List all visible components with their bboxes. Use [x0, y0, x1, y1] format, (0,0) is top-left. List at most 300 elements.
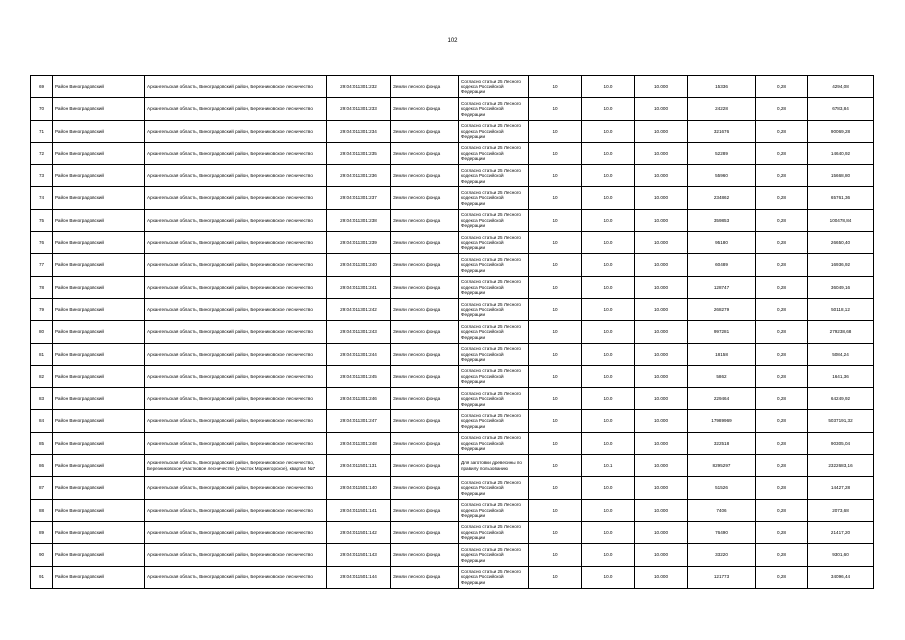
land-category-cell: Земли лесного фонда: [391, 209, 459, 231]
land-registry-table: [30, 75, 874, 589]
land-category-cell: Земли лесного фонда: [391, 521, 459, 543]
value-cell-3: 10.000: [635, 209, 688, 231]
value-cell-3: 10.000: [635, 98, 688, 120]
district-cell: Район Виноградовский: [53, 388, 145, 410]
row-number: 80: [31, 321, 53, 343]
value-cell-3: 10.000: [635, 165, 688, 187]
cadastre-number-cell: 29:04:011301:237: [327, 187, 391, 209]
value-cell-1: 10: [529, 388, 582, 410]
table-row: [31, 120, 874, 142]
value-cell-2: 10.0: [582, 477, 635, 499]
sum-cell: 26650,40: [808, 232, 874, 254]
sum-cell: 9301,60: [808, 544, 874, 566]
location-cell: Архангельская область, Виноградовский район, Березниковское лесничество: [145, 432, 327, 454]
location-cell: Архангельская область, Виноградовский район, Березниковское лесничество: [145, 98, 327, 120]
district-cell: Район Виноградовский: [53, 254, 145, 276]
area-cell: 76490: [688, 521, 756, 543]
cadastre-number-cell: 29:04:011301:241: [327, 276, 391, 298]
location-cell: Архангельская область, Виноградовский район, Березниковское лесничество: [145, 120, 327, 142]
rate-cell: 0,28: [756, 477, 808, 499]
sum-cell: 36049,16: [808, 276, 874, 298]
row-number: 83: [31, 388, 53, 410]
sum-cell: 2073,68: [808, 499, 874, 521]
rate-cell: 0,28: [756, 165, 808, 187]
rate-cell: 0,28: [756, 76, 808, 98]
location-cell: Архангельская область, Виноградовский район, Березниковское лесничество: [145, 276, 327, 298]
row-number: 81: [31, 343, 53, 365]
basis-cell: Согласно статьи 25 Лесного кодекса Российской Федерации: [459, 566, 529, 588]
basis-cell: Согласно статьи 25 Лесного кодекса Российской Федерации: [459, 388, 529, 410]
area-cell: 8295297: [688, 455, 756, 477]
value-cell-2: 10.0: [582, 232, 635, 254]
value-cell-1: 10: [529, 165, 582, 187]
table-row: [31, 142, 874, 164]
cadastre-number-cell: 29:04:011501:143: [327, 544, 391, 566]
sum-cell: 50118,12: [808, 298, 874, 320]
value-cell-3: 10.000: [635, 276, 688, 298]
value-cell-1: 10: [529, 254, 582, 276]
district-cell: Район Виноградовский: [53, 298, 145, 320]
area-cell: 33220: [688, 544, 756, 566]
sum-cell: 64249,92: [808, 388, 874, 410]
rate-cell: 0,28: [756, 499, 808, 521]
sum-cell: 90069,28: [808, 120, 874, 142]
district-cell: Район Виноградовский: [53, 432, 145, 454]
basis-cell: Для заготовки древесины по правилу пользованию: [459, 455, 529, 477]
area-cell: 322518: [688, 432, 756, 454]
value-cell-1: 10: [529, 276, 582, 298]
value-cell-3: 10.000: [635, 566, 688, 588]
value-cell-3: 10.000: [635, 187, 688, 209]
value-cell-2: 10.0: [582, 499, 635, 521]
value-cell-1: 10: [529, 232, 582, 254]
location-cell: Архангельская область, Виноградовский район, Березниковское лесничество: [145, 499, 327, 521]
land-category-cell: Земли лесного фонда: [391, 544, 459, 566]
row-number: 72: [31, 142, 53, 164]
sum-cell: 16936,92: [808, 254, 874, 276]
rate-cell: 0,28: [756, 566, 808, 588]
district-cell: Район Виноградовский: [53, 76, 145, 98]
land-category-cell: Земли лесного фонда: [391, 477, 459, 499]
value-cell-2: 10.0: [582, 521, 635, 543]
value-cell-3: 10.000: [635, 321, 688, 343]
land-category-cell: Земли лесного фонда: [391, 142, 459, 164]
table-row: [31, 365, 874, 387]
table-row: [31, 499, 874, 521]
rate-cell: 0,28: [756, 209, 808, 231]
basis-cell: Согласно статьи 25 Лесного кодекса Российской Федерации: [459, 499, 529, 521]
table-row: [31, 388, 874, 410]
basis-cell: Согласно статьи 25 Лесного кодекса Российской Федерации: [459, 232, 529, 254]
cadastre-number-cell: 29:04:011301:235: [327, 142, 391, 164]
land-category-cell: Земли лесного фонда: [391, 388, 459, 410]
value-cell-2: 10.0: [582, 544, 635, 566]
sum-cell: 15668,80: [808, 165, 874, 187]
value-cell-1: 10: [529, 76, 582, 98]
area-cell: 128747: [688, 276, 756, 298]
value-cell-3: 10.000: [635, 544, 688, 566]
basis-cell: Согласно статьи 25 Лесного кодекса Российской Федерации: [459, 209, 529, 231]
value-cell-2: 10.0: [582, 321, 635, 343]
value-cell-2: 10.0: [582, 76, 635, 98]
location-cell: Архангельская область, Виноградовский район, Березниковское лесничество: [145, 477, 327, 499]
sum-cell: 279238,68: [808, 321, 874, 343]
land-category-cell: Земли лесного фонда: [391, 432, 459, 454]
district-cell: Район Виноградовский: [53, 521, 145, 543]
sum-cell: 21417,20: [808, 521, 874, 543]
cadastre-number-cell: 29:04:011501:140: [327, 477, 391, 499]
value-cell-1: 10: [529, 432, 582, 454]
district-cell: Район Виноградовский: [53, 566, 145, 588]
district-cell: Район Виноградовский: [53, 365, 145, 387]
sum-cell: 2322683,16: [808, 455, 874, 477]
land-category-cell: Земли лесного фонда: [391, 499, 459, 521]
rate-cell: 0,28: [756, 298, 808, 320]
rate-cell: 0,28: [756, 187, 808, 209]
table-row: [31, 455, 874, 477]
area-cell: 321676: [688, 120, 756, 142]
sum-cell: 4294,08: [808, 76, 874, 98]
table-row: [31, 343, 874, 365]
rate-cell: 0,28: [756, 98, 808, 120]
rate-cell: 0,28: [756, 455, 808, 477]
district-cell: Район Виноградовский: [53, 544, 145, 566]
row-number: 88: [31, 499, 53, 521]
value-cell-1: 10: [529, 477, 582, 499]
district-cell: Район Виноградовский: [53, 98, 145, 120]
table-row: [31, 254, 874, 276]
rate-cell: 0,28: [756, 254, 808, 276]
location-cell: Архангельская область, Виноградовский район, Березниковское лесничество: [145, 343, 327, 365]
row-number: 77: [31, 254, 53, 276]
basis-cell: Согласно статьи 25 Лесного кодекса Российской Федерации: [459, 98, 529, 120]
area-cell: 52289: [688, 142, 756, 164]
land-category-cell: Земли лесного фонда: [391, 187, 459, 209]
row-number: 91: [31, 566, 53, 588]
basis-cell: Согласно статьи 25 Лесного кодекса Российской Федерации: [459, 521, 529, 543]
value-cell-2: 10.0: [582, 187, 635, 209]
value-cell-3: 10.000: [635, 298, 688, 320]
table-row: [31, 187, 874, 209]
district-cell: Район Виноградовский: [53, 209, 145, 231]
location-cell: Архангельская область, Виноградовский район, Березниковское лесничество, Березниковское участковое лесничество (участок Моржегорское), квартал №7: [145, 455, 327, 477]
table-row: [31, 209, 874, 231]
basis-cell: Согласно статьи 25 Лесного кодекса Российской Федерации: [459, 254, 529, 276]
basis-cell: Согласно статьи 25 Лесного кодекса Российской Федерации: [459, 343, 529, 365]
location-cell: Архангельская область, Виноградовский район, Березниковское лесничество: [145, 232, 327, 254]
area-cell: 268279: [688, 298, 756, 320]
cadastre-number-cell: 29:04:011301:239: [327, 232, 391, 254]
location-cell: Архангельская область, Виноградовский район, Березниковское лесничество: [145, 365, 327, 387]
location-cell: Архангельская область, Виноградовский район, Березниковское лесничество: [145, 566, 327, 588]
cadastre-number-cell: 29:04:011301:232: [327, 76, 391, 98]
cadastre-number-cell: 29:04:011301:240: [327, 254, 391, 276]
rate-cell: 0,28: [756, 365, 808, 387]
sum-cell: 34096,44: [808, 566, 874, 588]
value-cell-1: 10: [529, 521, 582, 543]
value-cell-2: 10.0: [582, 120, 635, 142]
basis-cell: Согласно статьи 25 Лесного кодекса Российской Федерации: [459, 477, 529, 499]
row-number: 69: [31, 76, 53, 98]
land-category-cell: Земли лесного фонда: [391, 276, 459, 298]
value-cell-3: 10.000: [635, 410, 688, 432]
cadastre-number-cell: 29:04:011301:247: [327, 410, 391, 432]
table-row: [31, 521, 874, 543]
basis-cell: Согласно статьи 25 Лесного кодекса Российской Федерации: [459, 76, 529, 98]
value-cell-3: 10.000: [635, 499, 688, 521]
area-cell: 60489: [688, 254, 756, 276]
row-number: 76: [31, 232, 53, 254]
district-cell: Район Виноградовский: [53, 477, 145, 499]
basis-cell: Согласно статьи 25 Лесного кодекса Российской Федерации: [459, 120, 529, 142]
cadastre-number-cell: 29:04:011301:246: [327, 388, 391, 410]
land-category-cell: Земли лесного фонда: [391, 455, 459, 477]
district-cell: Район Виноградовский: [53, 499, 145, 521]
land-category-cell: Земли лесного фонда: [391, 365, 459, 387]
table-row: [31, 321, 874, 343]
location-cell: Архангельская область, Виноградовский район, Березниковское лесничество: [145, 187, 327, 209]
value-cell-1: 10: [529, 343, 582, 365]
table-row: [31, 477, 874, 499]
basis-cell: Согласно статьи 25 Лесного кодекса Российской Федерации: [459, 432, 529, 454]
row-number: 70: [31, 98, 53, 120]
area-cell: 7406: [688, 499, 756, 521]
land-category-cell: Земли лесного фонда: [391, 321, 459, 343]
sum-cell: 6783,84: [808, 98, 874, 120]
value-cell-1: 10: [529, 209, 582, 231]
cadastre-number-cell: 29:04:011301:233: [327, 98, 391, 120]
cadastre-number-cell: 29:04:011301:234: [327, 120, 391, 142]
land-category-cell: Земли лесного фонда: [391, 566, 459, 588]
cadastre-number-cell: 29:04:011501:142: [327, 521, 391, 543]
land-category-cell: Земли лесного фонда: [391, 298, 459, 320]
sum-cell: 14427,28: [808, 477, 874, 499]
cadastre-number-cell: 29:04:011301:238: [327, 209, 391, 231]
value-cell-3: 10.000: [635, 521, 688, 543]
district-cell: Район Виноградовский: [53, 321, 145, 343]
row-number: 89: [31, 521, 53, 543]
rate-cell: 0,28: [756, 120, 808, 142]
value-cell-2: 10.0: [582, 298, 635, 320]
cadastre-number-cell: 29:04:011301:236: [327, 165, 391, 187]
area-cell: 15336: [688, 76, 756, 98]
row-number: 79: [31, 298, 53, 320]
sum-cell: 1641,36: [808, 365, 874, 387]
value-cell-1: 10: [529, 544, 582, 566]
value-cell-3: 10.000: [635, 432, 688, 454]
value-cell-2: 10.0: [582, 165, 635, 187]
page-number: 102: [447, 38, 458, 44]
sum-cell: 5084,24: [808, 343, 874, 365]
location-cell: Архангельская область, Виноградовский район, Березниковское лесничество: [145, 142, 327, 164]
location-cell: Архангельская область, Виноградовский район, Березниковское лесничество: [145, 254, 327, 276]
value-cell-2: 10.0: [582, 566, 635, 588]
row-number: 85: [31, 432, 53, 454]
land-category-cell: Земли лесного фонда: [391, 76, 459, 98]
area-cell: 55960: [688, 165, 756, 187]
value-cell-1: 10: [529, 566, 582, 588]
area-cell: 5862: [688, 365, 756, 387]
rate-cell: 0,28: [756, 276, 808, 298]
value-cell-1: 10: [529, 120, 582, 142]
cadastre-number-cell: 29:04:011301:245: [327, 365, 391, 387]
table-row: [31, 76, 874, 98]
value-cell-1: 10: [529, 142, 582, 164]
value-cell-1: 10: [529, 499, 582, 521]
value-cell-3: 10.000: [635, 142, 688, 164]
district-cell: Район Виноградовский: [53, 187, 145, 209]
value-cell-1: 10: [529, 187, 582, 209]
district-cell: Район Виноградовский: [53, 165, 145, 187]
value-cell-1: 10: [529, 98, 582, 120]
basis-cell: Согласно статьи 25 Лесного кодекса Российской Федерации: [459, 165, 529, 187]
value-cell-2: 10.0: [582, 388, 635, 410]
area-cell: 234862: [688, 187, 756, 209]
table-row: [31, 98, 874, 120]
sum-cell: 100478,84: [808, 209, 874, 231]
area-cell: 997281: [688, 321, 756, 343]
value-cell-3: 10.000: [635, 120, 688, 142]
sum-cell: 14640,92: [808, 142, 874, 164]
value-cell-2: 10.0: [582, 410, 635, 432]
cadastre-number-cell: 29:04:011301:248: [327, 432, 391, 454]
table-row: [31, 432, 874, 454]
value-cell-3: 10.000: [635, 365, 688, 387]
row-number: 90: [31, 544, 53, 566]
district-cell: Район Виноградовский: [53, 455, 145, 477]
rate-cell: 0,28: [756, 410, 808, 432]
rate-cell: 0,28: [756, 232, 808, 254]
land-category-cell: Земли лесного фонда: [391, 410, 459, 432]
value-cell-2: 10.0: [582, 98, 635, 120]
value-cell-3: 10.000: [635, 343, 688, 365]
value-cell-3: 10.000: [635, 76, 688, 98]
value-cell-1: 10: [529, 298, 582, 320]
location-cell: Архангельская область, Виноградовский район, Березниковское лесничество: [145, 544, 327, 566]
district-cell: Район Виноградовский: [53, 142, 145, 164]
value-cell-3: 10.000: [635, 388, 688, 410]
value-cell-3: 10.000: [635, 254, 688, 276]
location-cell: Архангельская область, Виноградовский район, Березниковское лесничество: [145, 321, 327, 343]
row-number: 82: [31, 365, 53, 387]
rate-cell: 0,28: [756, 343, 808, 365]
value-cell-2: 10.0: [582, 276, 635, 298]
value-cell-3: 10.000: [635, 477, 688, 499]
area-cell: 359853: [688, 209, 756, 231]
table-row: [31, 544, 874, 566]
area-cell: 18158: [688, 343, 756, 365]
cadastre-number-cell: 29:04:011501:144: [327, 566, 391, 588]
location-cell: Архангельская область, Виноградовский район, Березниковское лесничество: [145, 76, 327, 98]
basis-cell: Согласно статьи 25 Лесного кодекса Российской Федерации: [459, 142, 529, 164]
location-cell: Архангельская область, Виноградовский район, Березниковское лесничество: [145, 410, 327, 432]
row-number: 71: [31, 120, 53, 142]
area-cell: 121773: [688, 566, 756, 588]
value-cell-2: 10.0: [582, 343, 635, 365]
table-row: [31, 410, 874, 432]
land-category-cell: Земли лесного фонда: [391, 254, 459, 276]
sum-cell: 65761,36: [808, 187, 874, 209]
rate-cell: 0,28: [756, 388, 808, 410]
area-cell: 51526: [688, 477, 756, 499]
area-cell: 17989969: [688, 410, 756, 432]
rate-cell: 0,28: [756, 142, 808, 164]
rate-cell: 0,28: [756, 521, 808, 543]
row-number: 73: [31, 165, 53, 187]
row-number: 87: [31, 477, 53, 499]
value-cell-1: 10: [529, 410, 582, 432]
sum-cell: 90305,04: [808, 432, 874, 454]
basis-cell: Согласно статьи 25 Лесного кодекса Российской Федерации: [459, 410, 529, 432]
area-cell: 95180: [688, 232, 756, 254]
basis-cell: Согласно статьи 25 Лесного кодекса Российской Федерации: [459, 187, 529, 209]
location-cell: Архангельская область, Виноградовский район, Березниковское лесничество: [145, 165, 327, 187]
sum-cell: 5037191,32: [808, 410, 874, 432]
table-row: [31, 232, 874, 254]
value-cell-1: 10: [529, 455, 582, 477]
basis-cell: Согласно статьи 25 Лесного кодекса Российской Федерации: [459, 365, 529, 387]
row-number: 78: [31, 276, 53, 298]
basis-cell: Согласно статьи 25 Лесного кодекса Российской Федерации: [459, 276, 529, 298]
district-cell: Район Виноградовский: [53, 410, 145, 432]
value-cell-2: 10.0: [582, 432, 635, 454]
cadastre-number-cell: 29:04:011501:131: [327, 455, 391, 477]
rate-cell: 0,28: [756, 432, 808, 454]
rate-cell: 0,28: [756, 544, 808, 566]
value-cell-2: 10.1: [582, 455, 635, 477]
rate-cell: 0,28: [756, 321, 808, 343]
value-cell-3: 10.000: [635, 455, 688, 477]
land-category-cell: Земли лесного фонда: [391, 343, 459, 365]
land-category-cell: Земли лесного фонда: [391, 98, 459, 120]
area-cell: 229464: [688, 388, 756, 410]
district-cell: Район Виноградовский: [53, 343, 145, 365]
district-cell: Район Виноградовский: [53, 232, 145, 254]
cadastre-number-cell: 29:04:011301:242: [327, 298, 391, 320]
row-number: 74: [31, 187, 53, 209]
location-cell: Архангельская область, Виноградовский район, Березниковское лесничество: [145, 521, 327, 543]
land-category-cell: Земли лесного фонда: [391, 232, 459, 254]
row-number: 75: [31, 209, 53, 231]
basis-cell: Согласно статьи 25 Лесного кодекса Российской Федерации: [459, 544, 529, 566]
land-category-cell: Земли лесного фонда: [391, 120, 459, 142]
row-number: 84: [31, 410, 53, 432]
location-cell: Архангельская область, Виноградовский район, Березниковское лесничество: [145, 298, 327, 320]
row-number: 86: [31, 455, 53, 477]
area-cell: 24228: [688, 98, 756, 120]
table-row: [31, 298, 874, 320]
cadastre-number-cell: 29:04:011301:244: [327, 343, 391, 365]
value-cell-3: 10.000: [635, 232, 688, 254]
value-cell-2: 10.0: [582, 365, 635, 387]
basis-cell: Согласно статьи 25 Лесного кодекса Российской Федерации: [459, 321, 529, 343]
value-cell-1: 10: [529, 365, 582, 387]
cadastre-number-cell: 29:04:011301:243: [327, 321, 391, 343]
table-row: [31, 165, 874, 187]
location-cell: Архангельская область, Виноградовский район, Березниковское лесничество: [145, 388, 327, 410]
location-cell: Архангельская область, Виноградовский район, Березниковское лесничество: [145, 209, 327, 231]
value-cell-2: 10.0: [582, 209, 635, 231]
value-cell-2: 10.0: [582, 254, 635, 276]
basis-cell: Согласно статьи 25 Лесного кодекса Российской Федерации: [459, 298, 529, 320]
cadastre-number-cell: 29:04:011501:141: [327, 499, 391, 521]
value-cell-2: 10.0: [582, 142, 635, 164]
table-row: [31, 276, 874, 298]
table-row: [31, 566, 874, 588]
district-cell: Район Виноградовский: [53, 120, 145, 142]
district-cell: Район Виноградовский: [53, 276, 145, 298]
land-category-cell: Земли лесного фонда: [391, 165, 459, 187]
